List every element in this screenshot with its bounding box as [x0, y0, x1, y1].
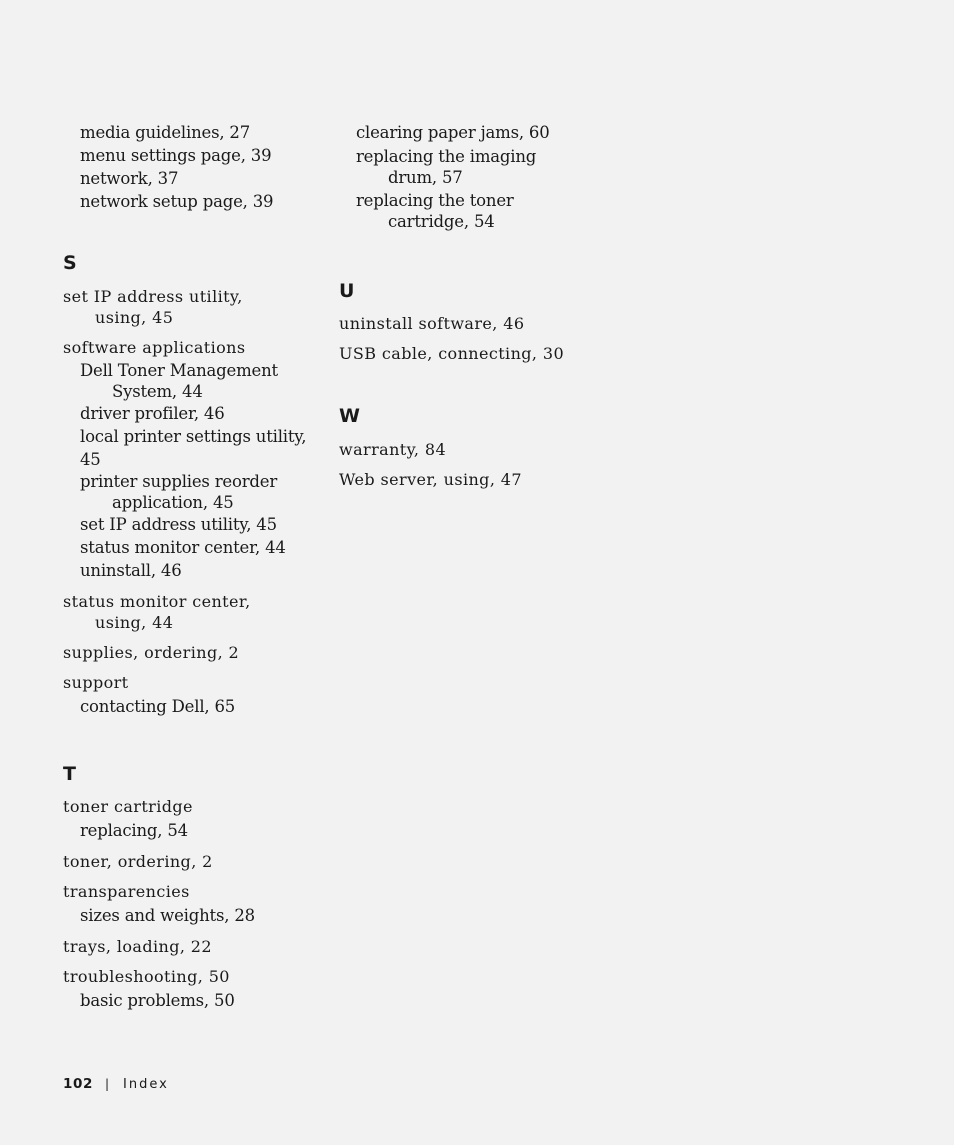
entry-text: replacing the imaging [356, 147, 537, 166]
index-entry: support [63, 673, 129, 692]
index-entry: trays, loading, 22 [63, 937, 212, 956]
index-entry: supplies, ordering, 2 [63, 643, 240, 662]
entry-text: replacing the toner [356, 191, 514, 210]
section-letter-t: T [63, 763, 76, 785]
index-subentry [339, 146, 599, 188]
index-entry [63, 286, 323, 328]
index-column-left [63, 121, 323, 1012]
entry-continuation: cartridge, 54 [388, 212, 495, 231]
index-subentry: basic problems, 50 [80, 991, 235, 1010]
index-subentry [63, 471, 323, 513]
index-entry: USB cable, connecting, 30 [339, 344, 565, 363]
entry-continuation: drum, 57 [388, 168, 463, 187]
footer-separator: | [104, 1077, 110, 1091]
index-subentry: status monitor center, 44 [80, 538, 286, 557]
index-entry [63, 591, 323, 633]
index-subentry: sizes and weights, 28 [80, 906, 255, 925]
index-subentry [339, 190, 599, 232]
entry-text: Dell Toner Management [80, 361, 278, 380]
section-letter-w: W [339, 405, 360, 427]
index-subentry: driver profiler, 46 [80, 404, 225, 423]
entry-continuation: System, 44 [112, 382, 203, 401]
index-entry: uninstall software, 46 [339, 314, 525, 333]
section-letter-u: U [339, 280, 355, 302]
index-subentry: local printer settings utility, 45 [80, 427, 307, 469]
section-name: Index [123, 1077, 169, 1092]
index-column-right [339, 121, 599, 490]
index-subentry: uninstall, 46 [80, 561, 182, 580]
index-entry: Web server, using, 47 [339, 470, 522, 489]
index-entry: transparencies [63, 882, 190, 901]
page-footer [63, 1076, 169, 1092]
index-entry: warranty, 84 [339, 440, 447, 459]
index-entry: toner cartridge [63, 797, 193, 816]
entry-text: set IP address utility, [63, 287, 243, 306]
index-entry: toner, ordering, 2 [63, 852, 213, 871]
index-subentry [63, 360, 323, 402]
index-subentry: clearing paper jams, 60 [356, 123, 550, 142]
index-entry: software applications [63, 338, 246, 357]
entry-continuation: using, 45 [95, 308, 174, 327]
index-subentry: set IP address utility, 45 [80, 515, 277, 534]
entry-text: status monitor center, [63, 592, 251, 611]
entry-text: printer supplies reorder [80, 472, 278, 491]
index-subentry: media guidelines, 27 [80, 123, 251, 142]
section-letter-s: S [63, 252, 77, 274]
index-subentry: menu settings page, 39 [80, 146, 272, 165]
page-number: 102 [63, 1076, 93, 1092]
index-subentry: replacing, 54 [80, 821, 188, 840]
index-subentry: contacting Dell, 65 [80, 697, 236, 716]
index-entry: troubleshooting, 50 [63, 967, 230, 986]
entry-continuation: application, 45 [112, 493, 234, 512]
index-subentry: network, 37 [80, 169, 179, 188]
entry-continuation: using, 44 [95, 613, 174, 632]
index-subentry: network setup page, 39 [80, 192, 274, 211]
